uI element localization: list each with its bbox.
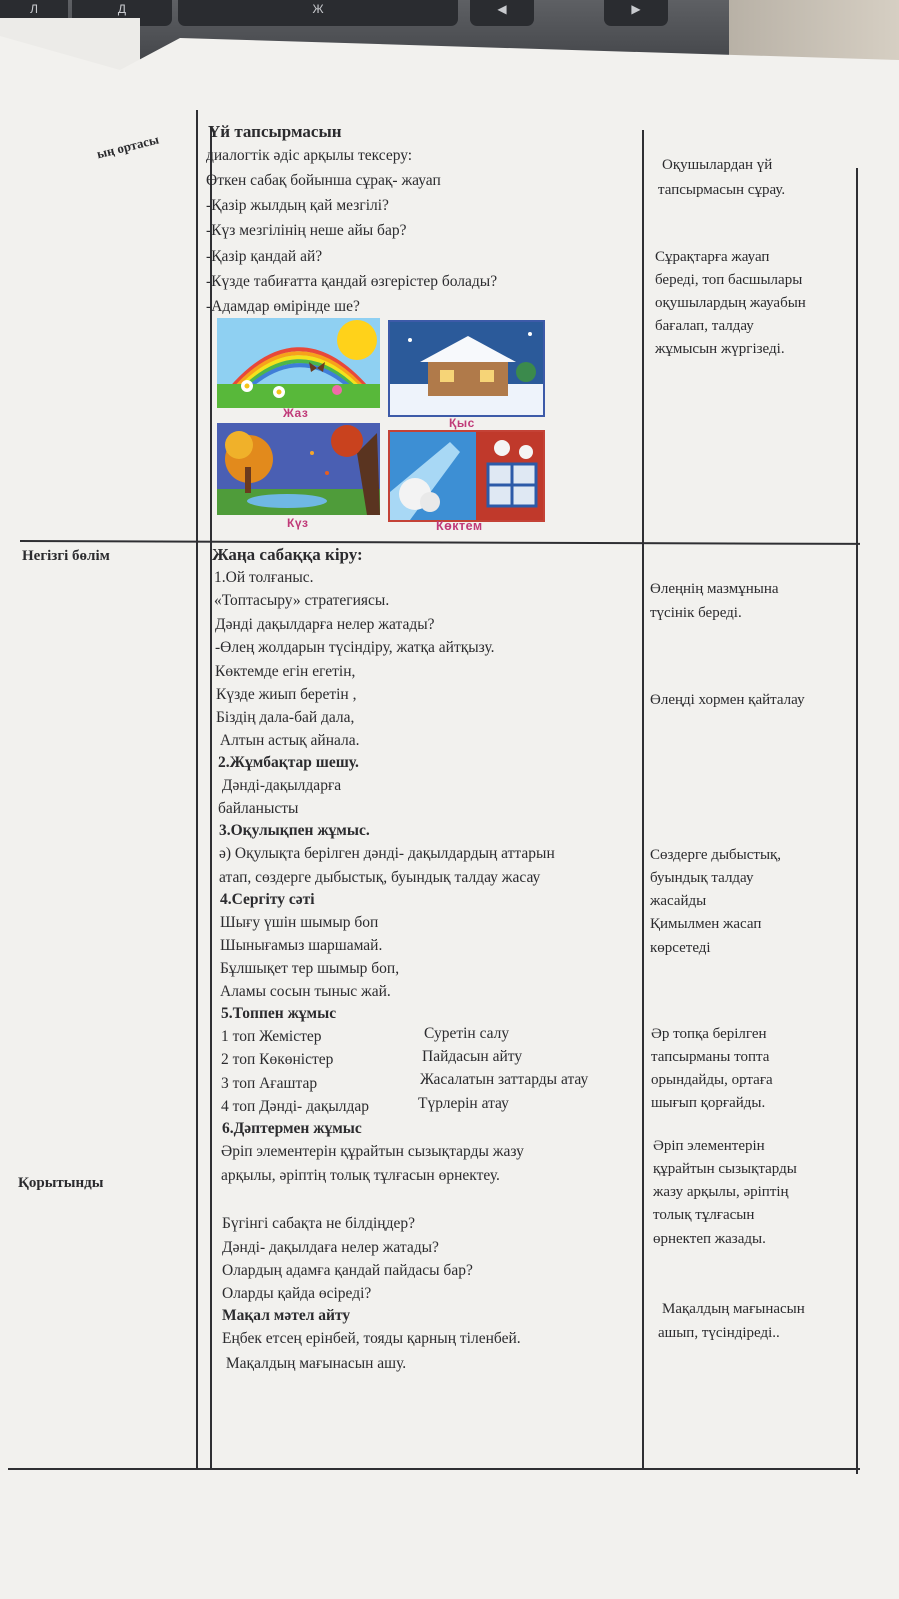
- subheading: 4.Сергіту сәті: [220, 891, 315, 908]
- text-line: 1.Ой толғаныс.: [214, 569, 314, 586]
- stage-label: Негізгі бөлім: [22, 548, 110, 564]
- text-line: Бұлшықет тер шымыр боп,: [220, 960, 400, 977]
- subheading: 3.Оқулықпен жұмыс.: [219, 822, 370, 839]
- spring-image: [388, 430, 545, 522]
- comment-line: толық тұлғасын: [653, 1207, 755, 1223]
- group-task: Жасалатын заттарды атау: [420, 1071, 589, 1088]
- text-line: -Қазір қандай ай?: [206, 248, 323, 265]
- column-divider: [210, 126, 212, 1470]
- comment-line: Өлеңнің мазмұнына: [650, 581, 779, 597]
- comment-line: жазу арқылы, әріптің: [653, 1184, 789, 1200]
- text-line: Дәнді-дақылдарға: [218, 777, 342, 794]
- text-line: Мақалдың мағынасын ашу.: [222, 1355, 407, 1372]
- comment-line: тапсырмасын сұрау.: [658, 182, 786, 198]
- text-line: Күзде жиып беретін ,: [216, 686, 357, 703]
- text-line: -Қазір жылдың қай мезгілі?: [206, 197, 389, 214]
- text-line: Шығу үшін шымыр боп: [220, 914, 379, 931]
- comment-line: жасайды: [650, 893, 707, 909]
- text-line: Әріп элементерін құрайтын сызықтарды жазу: [221, 1143, 524, 1160]
- text-line: Еңбек етсең ерінбей, тояды қарның тіленбей.: [222, 1330, 521, 1347]
- text-line: ә) Оқулықта берілген дәнді- дақылдардың аттарын: [219, 845, 555, 862]
- comment-line: Әріп элементерін: [653, 1138, 765, 1154]
- comment-line: оқушылардың жауабын: [655, 295, 806, 311]
- text-line: Дәнді дақылдарға нелер жатады?: [215, 616, 435, 633]
- text-line: арқылы, әріптің толық тұлғасын өрнектеу.: [221, 1167, 500, 1184]
- comment-line: Сөздерге дыбыстық,: [650, 847, 782, 863]
- keyboard-key: Ж: [178, 0, 458, 26]
- text-line: Дәнді- дақылдаға нелер жатады?: [222, 1239, 439, 1256]
- group-task: Пайдасын айту: [422, 1048, 523, 1065]
- row-divider: [8, 1468, 860, 1470]
- column-divider: [642, 130, 644, 1470]
- text-line: атап, сөздерге дыбыстық, буындық талдау жасау: [219, 869, 541, 886]
- keyboard-key: ◀: [470, 0, 534, 26]
- stage-label: ың ортасы: [95, 131, 161, 162]
- comment-line: береді, топ басшылары: [655, 272, 803, 288]
- text-line: Көктемде егін егетін,: [215, 663, 356, 680]
- keyboard-key: Л: [0, 0, 68, 26]
- column-divider: [196, 110, 198, 1470]
- keyboard-key: Д: [72, 0, 172, 26]
- text-line: байланысты: [218, 800, 299, 817]
- comment-line: буындық талдау: [650, 870, 754, 886]
- text-line: Олардың адамға қандай пайдасы бар?: [222, 1262, 473, 1279]
- text-line: -Өлең жолдарын түсіндіру, жатқа айтқызу.: [215, 639, 495, 656]
- keyboard-key: ▶: [604, 0, 668, 26]
- summer-image: [217, 318, 380, 408]
- comment-line: ашып, түсіндіреді..: [658, 1325, 780, 1341]
- subheading: 2.Жұмбақтар шешу.: [218, 754, 359, 771]
- group-name: 1 топ Жемістер: [221, 1028, 322, 1045]
- text-line: Алтын астық айнала.: [216, 732, 360, 749]
- section-heading: Үй тапсырмасын: [208, 122, 342, 141]
- comment-line: Мақалдың мағынасын: [662, 1301, 805, 1317]
- comment-line: Сұрақтарға жауап: [655, 249, 770, 265]
- text-line: Аламы сосын тыныс жай.: [220, 983, 391, 1000]
- comment-line: жұмысын жүргізеді.: [655, 341, 785, 357]
- text-line: Біздің дала-бай дала,: [216, 709, 355, 726]
- section-heading: Жаңа сабаққа кіру:: [212, 545, 363, 564]
- image-caption: Қыс: [449, 416, 475, 430]
- text-line: Бүгінгі сабақта не білдіңдер?: [222, 1215, 415, 1232]
- winter-image: [388, 320, 545, 417]
- image-caption: Жаз: [283, 406, 309, 420]
- comment-line: орындайды, ортаға: [651, 1072, 773, 1088]
- comment-line: Өлеңді хормен қайталау: [650, 692, 805, 708]
- column-divider: [856, 168, 858, 1474]
- image-caption: Күз: [287, 516, 309, 530]
- subheading: 6.Дәптермен жұмыс: [222, 1120, 362, 1137]
- group-name: 4 топ Дәнді- дақылдар: [221, 1098, 370, 1115]
- text-line: диалогтік әдіс арқылы тексеру:: [206, 147, 413, 164]
- autumn-image: [217, 423, 380, 515]
- text-line: -Адамдар өмірінде ше?: [206, 298, 360, 315]
- comment-line: Қимылмен жасап: [650, 916, 762, 932]
- text-line: Өткен сабақ бойынша сұрақ- жауап: [206, 172, 441, 189]
- comment-line: бағалап, талдау: [655, 318, 754, 334]
- comment-line: өрнектеп жазады.: [653, 1231, 766, 1247]
- comment-line: Әр топқа берілген: [651, 1026, 767, 1042]
- group-task: Суретін салу: [424, 1025, 510, 1042]
- text-line: Шынығамыз шаршамай.: [220, 937, 383, 954]
- comment-line: шығып қорғайды.: [651, 1095, 766, 1111]
- text-line: «Топтасыру» стратегиясы.: [214, 592, 390, 609]
- group-name: 3 топ Ағаштар: [221, 1075, 318, 1092]
- group-name: 2 топ Көкөністер: [221, 1051, 334, 1068]
- subheading: 5.Топпен жұмыс: [221, 1005, 337, 1022]
- comment-line: құрайтын сызықтарды: [653, 1161, 797, 1177]
- stage-label: Қорытынды: [18, 1175, 104, 1191]
- row-divider: [20, 540, 860, 544]
- comment-line: көрсетеді: [650, 940, 711, 956]
- comment-line: түсінік береді.: [650, 605, 742, 621]
- comment-line: Оқушылардан үй: [662, 157, 773, 173]
- text-line: -Күз мезгілінің неше айы бар?: [206, 222, 407, 239]
- comment-line: тапсырманы топта: [651, 1049, 770, 1065]
- group-task: Түрлерін атау: [418, 1095, 509, 1112]
- subheading: Мақал мәтел айту: [222, 1307, 351, 1324]
- text-line: -Күзде табиғатта қандай өзгерістер болады?: [206, 273, 498, 290]
- image-caption: Көктем: [436, 519, 483, 533]
- text-line: Оларды қайда өсіреді?: [222, 1285, 372, 1302]
